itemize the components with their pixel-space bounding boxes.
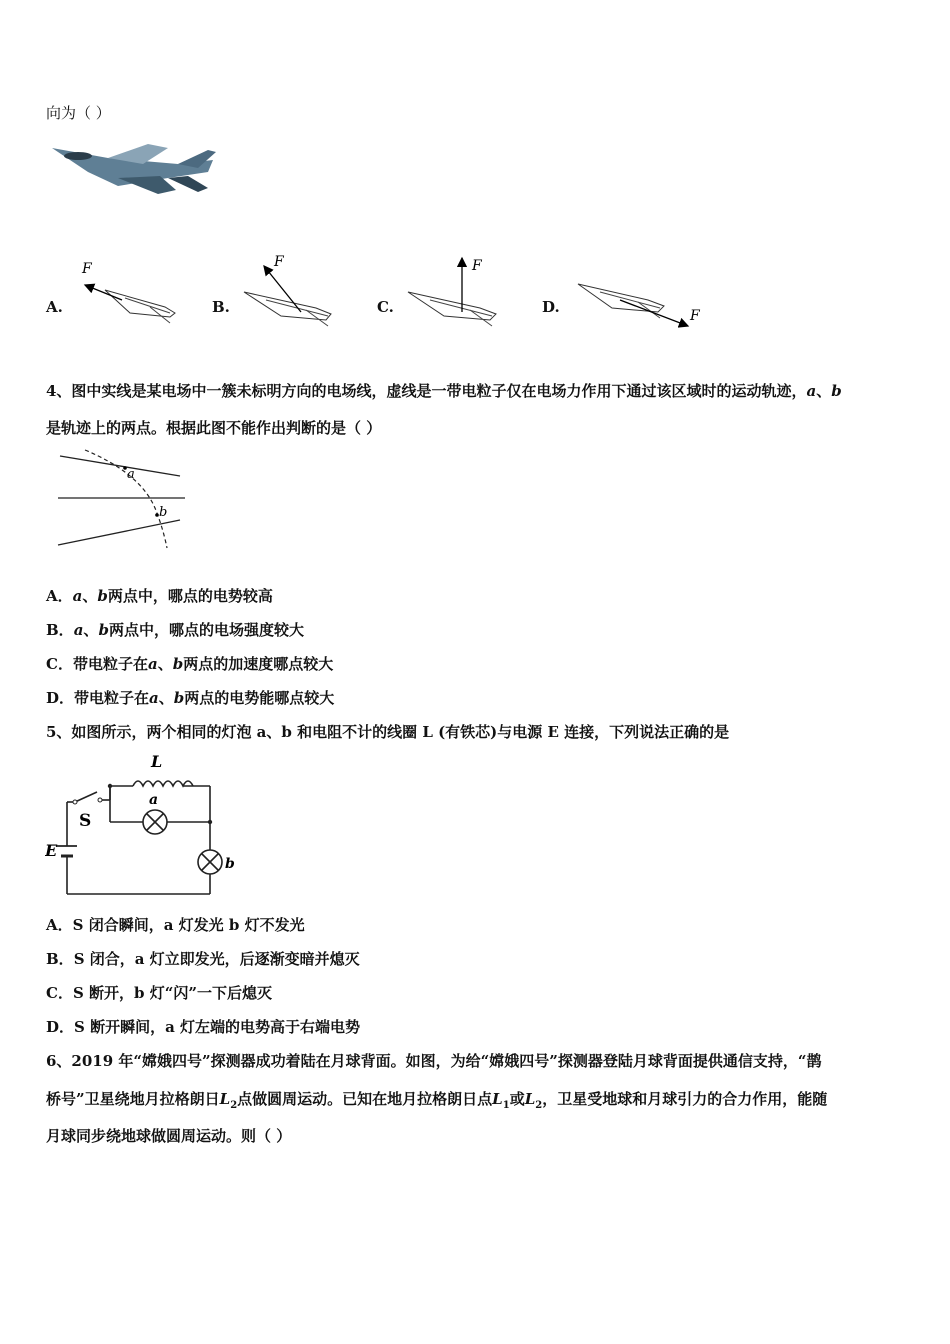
q3-option-a-figure [70, 255, 185, 335]
point-b-label: b [159, 505, 168, 520]
q4-option-b: B．a、b两点中，哪点的电场强度较大 [46, 621, 304, 639]
q4-stem-line1: 4、图中实线是某电场中一簇未标明方向的电场线，虚线是一带电粒子仅在电场力作用下通过该区域时的运动轨迹，a、b [46, 382, 842, 400]
coil-label: L [151, 752, 163, 771]
q3-option-d-force-label: F [690, 308, 700, 324]
q3-option-b-label: B. [212, 298, 230, 316]
q6-line2: 桥号”卫星绕地月拉格朗日$L_2$点做圆周运动。已知在地月拉格朗日点$L_1$或$L_2$，卫星受地球和月球引力的合力作用，能随 [46, 1090, 828, 1111]
q3-option-c-label: C. [377, 298, 394, 316]
lamp-a-label: a [149, 792, 159, 808]
q5-option-a: A．S 闭合瞬间，a 灯发光 b 灯不发光 [46, 916, 305, 934]
point-a-label: a [127, 467, 135, 482]
q3-option-b-force-label: F [274, 254, 284, 270]
jet-image [48, 138, 218, 198]
q3-option-d-figure [570, 270, 710, 335]
q5-option-b: B．S 闭合，a 灯立即发光，后逐渐变暗并熄灭 [46, 950, 360, 968]
q3-option-c-force-label: F [472, 258, 482, 274]
q3-option-c-figure [402, 250, 512, 335]
q3-option-a-label: A. [46, 298, 63, 316]
q6-line3: 月球同步绕地球做圆周运动。则（ ） [46, 1127, 292, 1145]
q3-option-d-label: D. [542, 298, 560, 316]
source-label: E [45, 841, 58, 860]
q3-option-b-figure [236, 250, 346, 335]
q4-option-c: C．带电粒子在a、b两点的加速度哪点较大 [46, 655, 334, 673]
q5-stem: 5、如图所示，两个相同的灯泡 a、b 和电阻不计的线圈 L (有铁芯)与电源 E 连接，下列说法正确的是 [46, 723, 730, 741]
q4-stem-line2: 是轨迹上的两点。根据此图不能作出判断的是（ ） [46, 419, 382, 437]
circuit-diagram [45, 752, 240, 900]
q5-option-d: D．S 断开瞬间，a 灯左端的电势高于右端电势 [46, 1018, 361, 1036]
q3-stem-tail: 向为（ ） [46, 104, 111, 122]
electric-field-diagram [55, 448, 190, 553]
q4-option-d: D．带电粒子在a、b两点的电势能哪点较大 [46, 689, 335, 707]
switch-label: S [79, 811, 92, 831]
q5-option-c: C．S 断开，b 灯“闪”一下后熄灭 [46, 984, 272, 1002]
q3-option-a-force-label: F [82, 261, 92, 277]
lamp-b-label: b [225, 856, 235, 872]
q4-option-a: A．a、b两点中，哪点的电势较高 [46, 587, 273, 605]
q6-line1: 6、2019 年“嫦娥四号”探测器成功着陆在月球背面。如图，为给“嫦娥四号”探测器登陆月球背面提供通信支持，“鹊 [46, 1052, 822, 1070]
